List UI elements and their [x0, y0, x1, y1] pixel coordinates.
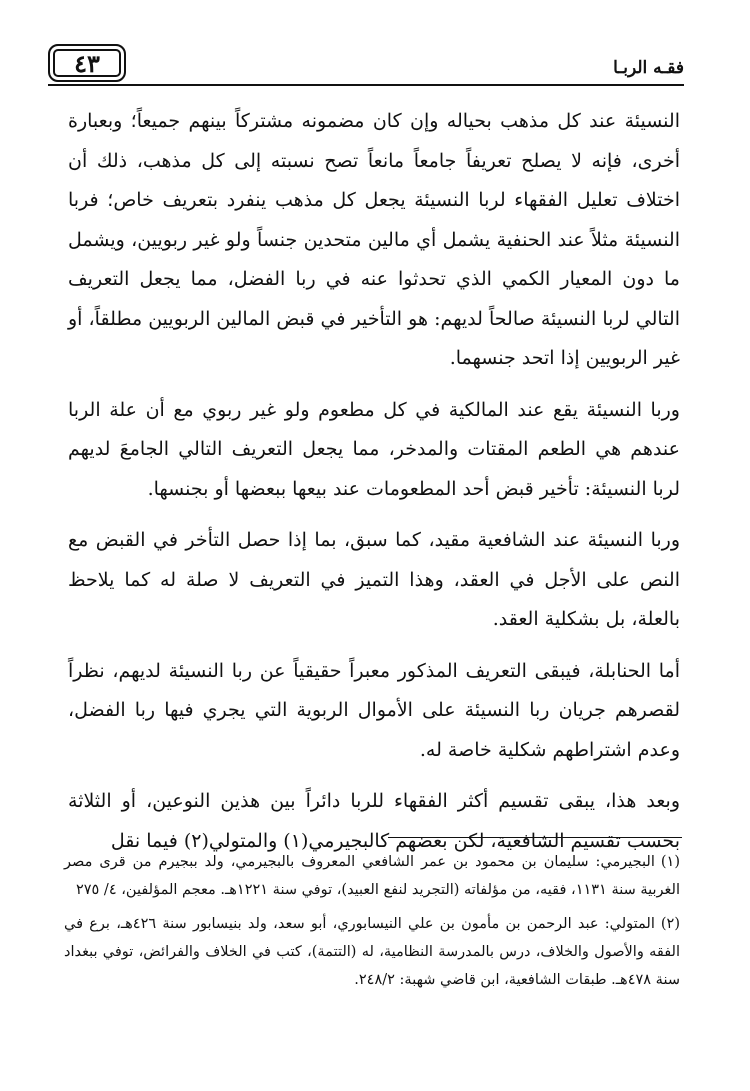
paragraph: وبعد هذا، يبقى تقسيم أكثر الفقهاء للربا دائراً بين هذين النوعين، أو الثلاثة بحسب تقسيم الشافعية، لكن بعضهم كالبجيرمي(١) والمتولي(٢) فيما نقل [68, 790, 680, 852]
page-number: ٤٣ [48, 44, 126, 82]
footnote-separator [388, 837, 682, 838]
footnote-text: البجيرمي: سليمان بن محمود بن عمر الشافعي المعروف بالبجيرمي، ولد ببجيرم من قرى مصر الغربية سنة ١١٣١، فقيه، من مؤلفاته (التجريد لنفع العبيد)، توفي سنة ١٢٢١هـ. معجم المؤلفين، ٤/ ٢٧٥ [64, 854, 680, 898]
paragraph: أما الحنابلة، فيبقى التعريف المذكور معبراً حقيقياً عن ربا النسيئة لديهم، نظراً لقصرهم جريان ربا النسيئة على الأموال الربوية التي يجري فيها ربا الفضل، وعدم اشتراطهم شكلية خاصة له. [68, 659, 680, 761]
main-text [68, 102, 680, 873]
footnote-text: المتولي: عبد الرحمن بن مأمون بن علي النيسابوري، أبو سعد، ولد بنيسابور سنة ٤٢٦هـ، برع في الفقه والأصول والخلاف، درس بالمدرسة النظامية، له (التتمة)، كتب في الخلاف والفرائض، توفي ببغداد سنة ٤٧٨هـ. طبقات الشافعية، ابن قاضي شهبة: ٢٤٨/٢. [64, 916, 680, 988]
footnote-number: (٢) [660, 916, 680, 932]
page-header [48, 44, 684, 88]
footnote [64, 910, 680, 994]
footnote-number: (١) [660, 854, 680, 870]
paragraph: وربا النسيئة عند الشافعية مقيد، كما سبق، بما إذا حصل التأخر في القبض مع النص على الأجل في العقد، وهذا التميز في التعريف لا صلة له كما يلاحظ بالعلة، بل بشكلية العقد. [68, 529, 680, 630]
footnotes [64, 848, 680, 1000]
footnote [64, 848, 680, 904]
header-rule [48, 84, 684, 86]
paragraph: وربا النسيئة يقع عند المالكية في كل مطعوم ولو غير ربوي مع أن علة الربا عندهم هي الطعم المقتات والمدخر، مما يجعل التعريف التالي الجامعَ لديهم لربا النسيئة: تأخير قبض أحد المطعومات عند بيعها ببعضها أو بجنسها. [68, 398, 680, 500]
paragraph: النسيئة عند كل مذهب بحياله وإن كان مضمونه مشتركاً بينهم جميعاً؛ وبعبارة أخرى، فإنه لا يصلح تعريفاً جامعاً مانعاً تصح نسبته إلى كل مذهب، ذلك أن اختلاف تعليل الفقهاء لربا النسيئة يجعل كل مذهب ينفرد بتعريف خاص؛ فربا النسيئة مثلاً عند الحنفية يشمل أي مالين متحدين جنساً ولو غير ربويين، ويشمل ما دون المعيار الكمي الذي تحدثوا عنه في ربا الفضل، مما يجعل التعريف التالي لربا النسيئة صالحاً لديهم: هو التأخير في قبض المالين الربويين مطلقاً، أو غير الربويين إذا اتحد جنسهما. [68, 110, 680, 369]
running-head: فقـه الربـا [613, 58, 684, 78]
